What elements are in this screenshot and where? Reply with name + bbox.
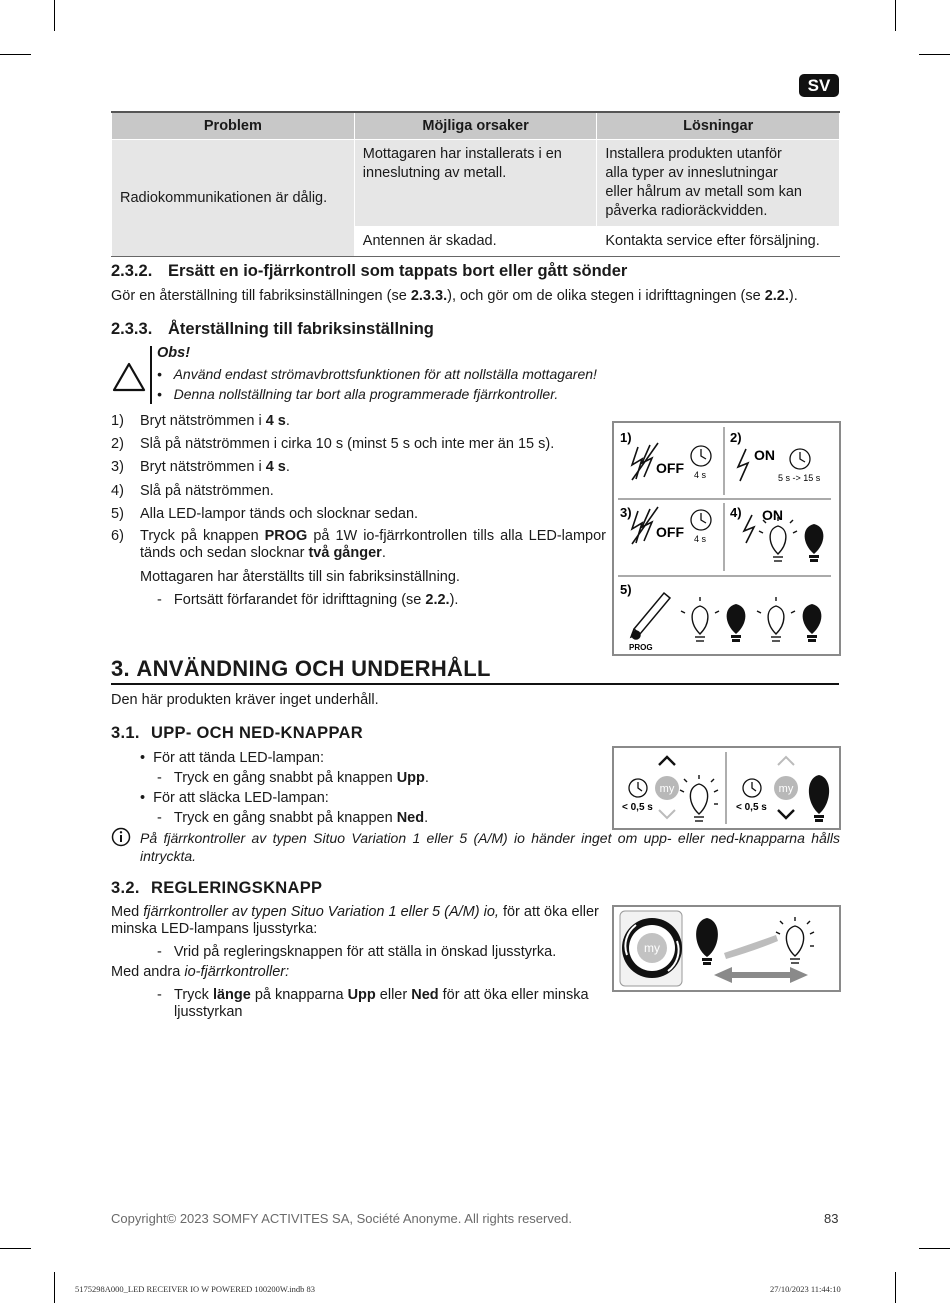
crop-mark [895, 0, 896, 31]
down-arrow-icon [659, 810, 675, 818]
solution-line: Installera produkten utanför [605, 146, 782, 162]
solution-line: alla typer av inneslutningar [605, 165, 778, 181]
table-header-row [112, 112, 840, 140]
on-label: ON [762, 507, 783, 523]
crop-mark [919, 1248, 950, 1249]
knob-illustration [614, 907, 839, 990]
off-label: OFF [656, 460, 684, 476]
text: Tryck [174, 987, 213, 1003]
duration-label: 5 s -> 15 s [778, 473, 821, 483]
note-title: Obs! [157, 345, 191, 361]
text: . [285, 413, 290, 429]
table-row [112, 140, 840, 227]
text: 4 s [265, 459, 286, 475]
note-divider [150, 346, 152, 404]
clock-icon [691, 446, 711, 466]
my-label: my [778, 783, 794, 795]
info-icon [111, 827, 131, 847]
double-arrow-icon [714, 967, 808, 983]
section-title: UPP- OCH NED-KNAPPAR [151, 724, 363, 742]
section-heading-3-2 [111, 879, 322, 898]
sub-item: - Vrid på regleringsknappen för att ställa in önskad ljusstyrka. [157, 944, 557, 960]
text: io-fjärrkontroller: [184, 964, 290, 980]
crop-mark [0, 1248, 31, 1249]
power-on-icon [738, 449, 748, 481]
clock-icon [629, 779, 647, 797]
note-item: • Denna nollställning tar bort alla programmerade fjärrkontroller. [157, 386, 559, 402]
reset-procedure-figure [612, 421, 841, 656]
text: Fortsätt förfarandet för idrifttagning (se [173, 592, 426, 608]
text: Ned [396, 810, 425, 826]
text: Upp [347, 987, 376, 1003]
text: Tryck en gång snabbt på knappen [173, 770, 397, 786]
list-item [111, 505, 606, 524]
text: . [285, 459, 290, 475]
table-cell-cause: Antennen är skadad. [354, 227, 597, 257]
text: ). [788, 288, 798, 304]
section-number: 3. [111, 656, 130, 681]
text: på knapparna [250, 987, 348, 1003]
clock-icon [790, 449, 810, 469]
crop-mark [0, 54, 31, 55]
table-header: Möjliga orsaker [354, 112, 597, 140]
on-label: ON [754, 447, 775, 463]
table-cell-solution: Kontakta service efter försäljning. [597, 227, 840, 257]
sub-item: - Tryck länge på knapparna Upp eller Ned för att öka eller minska ljusstyrkan [157, 987, 589, 1020]
sub-item: - Tryck en gång snabbt på knappen Ned. [157, 810, 429, 826]
bulb-off-icon [727, 604, 746, 642]
text: Tryck en gång snabbt på knappen [173, 810, 397, 826]
crop-mark [54, 1272, 55, 1303]
print-slug-left: 5175298A000_LED RECEIVER IO W POWERED 100200W.indb 83 [75, 1284, 315, 1294]
solution-line: eller hålrum av metall som kan [605, 184, 802, 200]
duration-label: < 0,5 s [622, 802, 653, 813]
section-2-3-2-body [111, 287, 846, 306]
reset-result: Mottagaren har återställts till sin fabriksinställning. [140, 569, 460, 585]
up-arrow-icon [778, 757, 794, 765]
note-text: Denna nollställning tar bort alla programmerade fjärrkontroller. [173, 386, 559, 402]
step-label: 4) [730, 505, 742, 520]
text: Bryt nätströmmen i [140, 459, 266, 475]
section-title: Ersätt en io-fjärrkontroll som tappats bort eller gått sönder [168, 262, 628, 280]
text: för att öka eller minska ljusstyrkan [174, 987, 589, 1020]
step-label: 2) [730, 430, 742, 445]
list-item [111, 412, 606, 431]
duration-label: 4 s [694, 534, 707, 544]
duration-label: < 0,5 s [736, 802, 767, 813]
crop-mark [895, 1272, 896, 1303]
knob-figure [612, 905, 841, 992]
other-remotes [111, 963, 289, 982]
power-off-icon [632, 443, 658, 480]
text: . [381, 545, 386, 561]
sub-item: - Tryck en gång snabbt på knappen Upp. [157, 770, 429, 786]
my-label: my [644, 941, 660, 955]
text: länge [212, 987, 251, 1003]
step-number: 2) [111, 436, 124, 452]
bulb-lit-icon [759, 517, 797, 561]
bullet-item: • För att tända LED-lampan: [140, 750, 325, 766]
text: För att släcka LED-lampan: [153, 790, 329, 806]
copyright: Copyright© 2023 SOMFY ACTIVITES SA, Société Anonyme. All rights reserved. [111, 1211, 572, 1226]
text: Bryt nätströmmen i [140, 413, 266, 429]
text: Tryck på knappen [140, 528, 265, 544]
list-item [111, 458, 606, 477]
section-number: 3.1. [111, 724, 140, 742]
bullet-item: • För att släcka LED-lampan: [140, 790, 329, 806]
updown-illustration [614, 748, 839, 828]
step-label: 1) [620, 430, 632, 445]
table-header: Lösningar [597, 112, 840, 140]
section-title: REGLERINGSKNAPP [151, 879, 323, 897]
text: två gånger [308, 545, 382, 561]
cross-reference: 2.2. [425, 592, 450, 608]
cross-reference: 2.2. [764, 288, 789, 304]
text: Ned [411, 987, 439, 1003]
section-heading-2-3-2 [111, 262, 627, 281]
section-heading-2-3-3 [111, 320, 434, 339]
dimming-ramp [724, 935, 778, 959]
warning-triangle-icon [112, 362, 146, 392]
my-label: my [659, 783, 675, 795]
list-item [111, 482, 606, 501]
text: Alla LED-lampor tänds och slocknar sedan. [140, 506, 419, 522]
solution-line: påverka radioräckvidden. [605, 203, 768, 219]
bulb-lit-icon [776, 917, 814, 963]
bulb-off-icon [805, 524, 824, 562]
clock-icon [743, 779, 761, 797]
up-arrow-icon [659, 757, 675, 765]
table-cell-solution [597, 140, 840, 227]
step-label: 5) [620, 582, 632, 597]
step-number: 6) [111, 528, 124, 544]
table-cell-problem [112, 140, 355, 257]
bulb-lit-icon [757, 597, 795, 641]
text: fjärrkontroller av typen Situo Variation 1 eller 5 (A/M) io, [143, 904, 499, 920]
section-title: Återställning till fabriksinställning [168, 320, 434, 338]
crop-mark [919, 54, 950, 55]
text: för att öka eller minska LED-lampans ljusstyrka: [111, 904, 599, 937]
text: på 1W io-fjärrkontrollen tills alla LED-lampor tänds och sedan slocknar [140, 528, 606, 561]
troubleshooting-table [111, 111, 840, 257]
maintenance-text: Den här produkten kräver inget underhåll. [111, 692, 379, 708]
section-number: 3.2. [111, 879, 140, 897]
crop-mark [54, 0, 55, 31]
text: ), och gör om de olika stegen i idrifttagningen (se [447, 288, 765, 304]
chapter-heading-3 [111, 656, 491, 682]
power-on-icon [744, 515, 754, 543]
updown-figure [612, 746, 841, 830]
note-text: Använd endast strömavbrottsfunktionen för att nollställa mottagaren! [173, 366, 597, 382]
section-number: 2.3.3. [111, 320, 153, 338]
text: 4 s [265, 413, 286, 429]
text: För att tända LED-lampan: [153, 750, 325, 766]
text: Slå på nätströmmen i cirka 10 s (minst 5 s och inte mer än 15 s). [140, 436, 555, 452]
text: Gör en återställning till fabriksinställningen (se [111, 288, 411, 304]
bulb-lit-icon [680, 775, 718, 821]
info-note: På fjärrkontroller av typen Situo Variation 1 eller 5 (A/M) io händer inget om upp- eller ned-knapparna hålls intryckta. [140, 830, 840, 864]
step-number: 1) [111, 413, 124, 429]
knob-intro [111, 904, 606, 938]
power-off-icon [632, 507, 658, 544]
step-number: 5) [111, 506, 124, 522]
prog-pen-icon [631, 593, 670, 639]
section-number: 2.3.2. [111, 262, 153, 280]
reset-procedure-illustration [614, 423, 839, 654]
list-item [111, 528, 606, 562]
down-arrow-icon [778, 810, 794, 818]
prog-label: PROG [629, 643, 653, 652]
text: Med andra [111, 964, 185, 980]
text: Slå på nätströmmen. [140, 483, 274, 499]
bulb-lit-icon [681, 597, 719, 641]
step-label: 3) [620, 505, 632, 520]
bulb-off-icon [809, 775, 829, 822]
list-item [111, 435, 606, 454]
language-badge: SV [799, 74, 839, 97]
note-item: • Använd endast strömavbrottsfunktionen för att nollställa mottagaren! [157, 366, 597, 382]
print-slug-right: 27/10/2023 11:44:10 [770, 1284, 841, 1294]
text: PROG [264, 528, 308, 544]
bulb-off-icon [696, 918, 718, 965]
step-number: 3) [111, 459, 124, 475]
cross-reference: 2.3.3. [410, 288, 448, 304]
table-header: Problem [112, 112, 355, 140]
text: Vrid på regleringsknappen för att ställa in önskad ljusstyrka. [173, 944, 557, 960]
text: Med [111, 904, 144, 920]
section-title: ANVÄNDNING OCH UNDERHÅLL [136, 656, 491, 681]
text: eller [375, 987, 412, 1003]
bulb-off-icon [803, 604, 822, 642]
page-number: 83 [824, 1211, 839, 1226]
reset-continue: - Fortsätt förfarandet för idrifttagning (se 2.2.). [157, 592, 459, 608]
table-cell-cause: Mottagaren har installerats i en inneslutning av metall. [354, 140, 597, 227]
duration-label: 4 s [694, 470, 707, 480]
text: Upp [396, 770, 425, 786]
clock-icon [691, 510, 711, 530]
step-number: 4) [111, 483, 124, 499]
problem-text: Radiokommunikationen är dålig. [120, 189, 328, 206]
section-heading-3-1 [111, 724, 363, 743]
text: ). [449, 592, 459, 608]
heading-rule [111, 683, 839, 685]
off-label: OFF [656, 524, 684, 540]
